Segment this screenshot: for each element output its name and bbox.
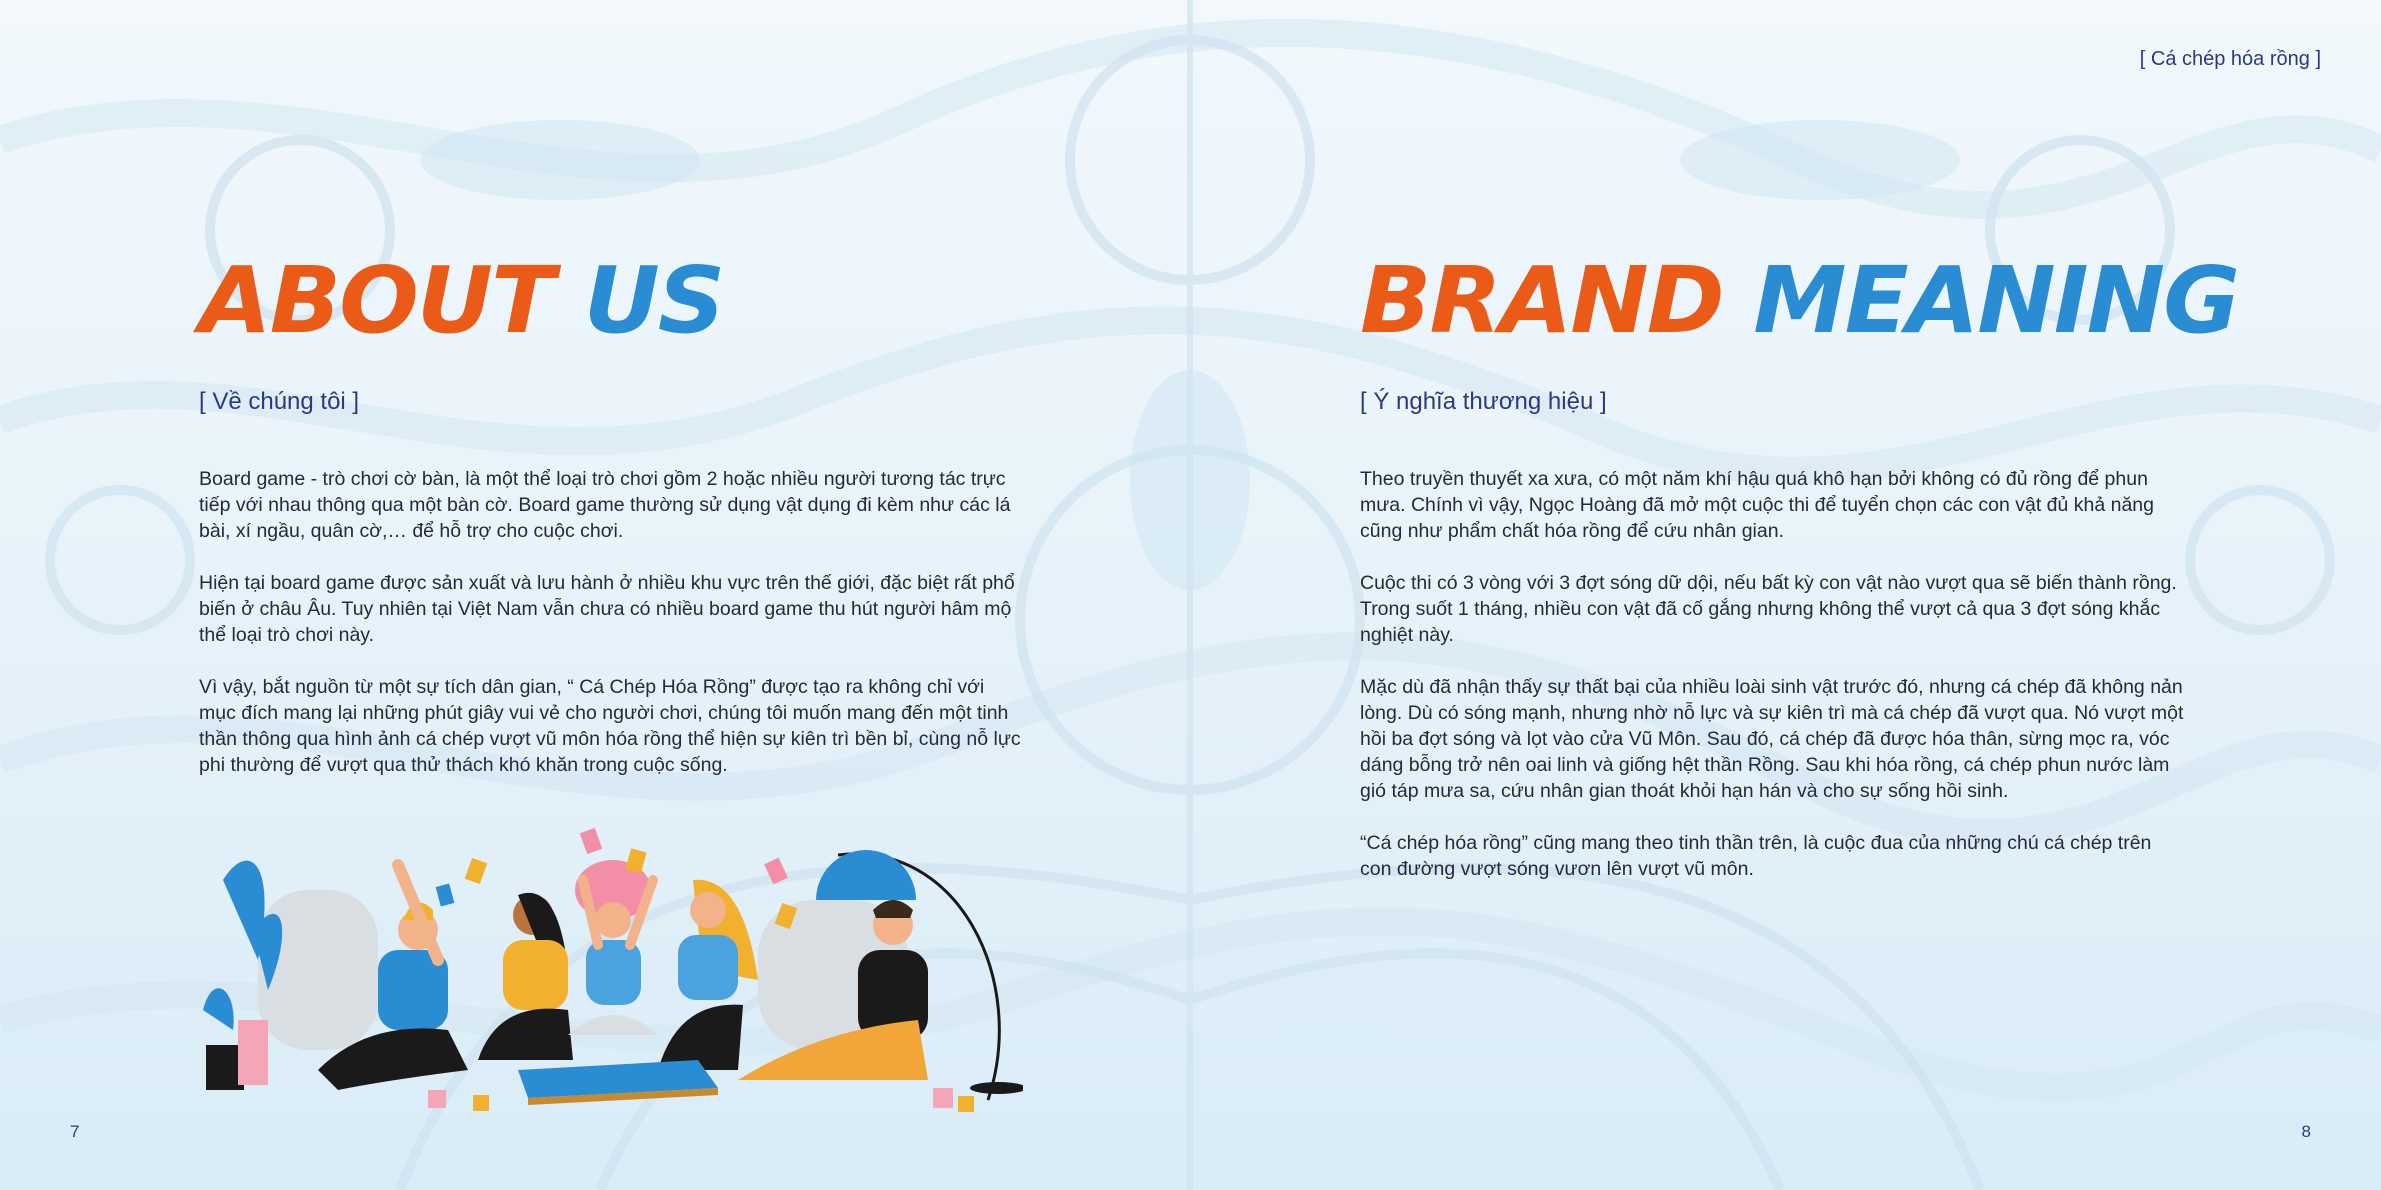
heading-word-about: ABOUT (199, 247, 553, 354)
heading-word-us: US (583, 247, 724, 354)
left-page (0, 0, 1190, 1190)
brand-meaning-body (1360, 466, 2185, 908)
page-number: 8 (2301, 1122, 2311, 1141)
brand-meaning-subtitle: [ Ý nghĩa thương hiệu ] (1360, 388, 1607, 415)
paragraph: Cuộc thi có 3 vòng với 3 đợt sóng dữ dội, nếu bất kỳ con vật nào vượt qua sẽ biến thành rồng. Trong suốt 1 tháng, nhiều con vật đã cố gắng nhưng không thể vượt cả qua 3 đợt sóng khắc nghiệt này. (1360, 572, 2177, 646)
paragraph: Mặc dù đã nhận thấy sự thất bại của nhiều loài sinh vật trước đó, nhưng cá chép đã không nản lòng. Dù có sóng mạnh, nhưng nhờ nỗ lực và sự kiên trì mà cá chép đã vượt qua. Nó vượt một hồi ba đợt sóng và lọt vào cửa Vũ Môn. Sau đó, cá chép đã được hóa thân, sừng mọc ra, vóc dáng bỗng trở nên oai linh và giống hệt thần Rồng. Sau khi hóa rồng, cá chép phun nước làm gió táp mưa sa, cứu nhân gian thoát khỏi hạn hán và cho sự sống hồi sinh. (1360, 676, 2184, 802)
paragraph: Hiện tại board game được sản xuất và lưu hành ở nhiều khu vực trên thế giới, đặc biệt rất phổ biến ở châu Âu. Tuy nhiên tại Việt Nam vẫn chưa có nhiều board game thu hút người hâm mộ thể loại trò chơi này. (199, 572, 1015, 646)
paragraph: Board game - trò chơi cờ bàn, là một thể loại trò chơi gồm 2 hoặc nhiều người tương tác trực tiếp với nhau thông qua một bàn cờ. Board game thường sử dụng vật dụng đi kèm như các lá bài, xí ngầu, quân cờ,… để hỗ trợ cho cuộc chơi. (199, 468, 1011, 542)
heading-word-meaning: MEANING (1753, 247, 2239, 354)
heading-word-brand: BRAND (1360, 247, 1723, 354)
paragraph: Vì vậy, bắt nguồn từ một sự tích dân gian, “ Cá Chép Hóa Rồng” được tạo ra không chỉ với mục đích mang lại những phút giây vui vẻ cho người chơi, chúng tôi muốn mang đến một tinh thần thông qua hình ảnh cá chép vượt vũ môn hóa rồng thể hiện sự kiên trì bền bỉ, cùng nỗ lực phi thường để vượt qua thử thách khó khăn trong cuộc sống. (199, 676, 1021, 776)
brand-meaning-heading (1360, 247, 2239, 354)
paragraph: “Cá chép hóa rồng” cũng mang theo tinh thần trên, là cuộc đua của những chú cá chép trên con đường vượt sóng vươn lên vượt vũ môn. (1360, 832, 2152, 880)
about-us-heading (199, 247, 724, 354)
about-us-body (199, 466, 1024, 804)
right-page (1190, 0, 2381, 1190)
header-label: [ Cá chép hóa rồng ] (2139, 48, 2321, 70)
paragraph: Theo truyền thuyết xa xưa, có một năm khí hậu quá khô hạn bởi không có đủ rồng để phun mưa. Chính vì vậy, Ngọc Hoàng đã mở một cuộc thi để tuyển chọn các con vật đủ khả năng cũng như phẩm chất hóa rồng để cứu nhân gian. (1360, 468, 2154, 542)
page-number: 7 (70, 1122, 80, 1141)
people-playing-board-game-illustration (198, 820, 1023, 1120)
about-us-subtitle: [ Về chúng tôi ] (199, 388, 360, 415)
